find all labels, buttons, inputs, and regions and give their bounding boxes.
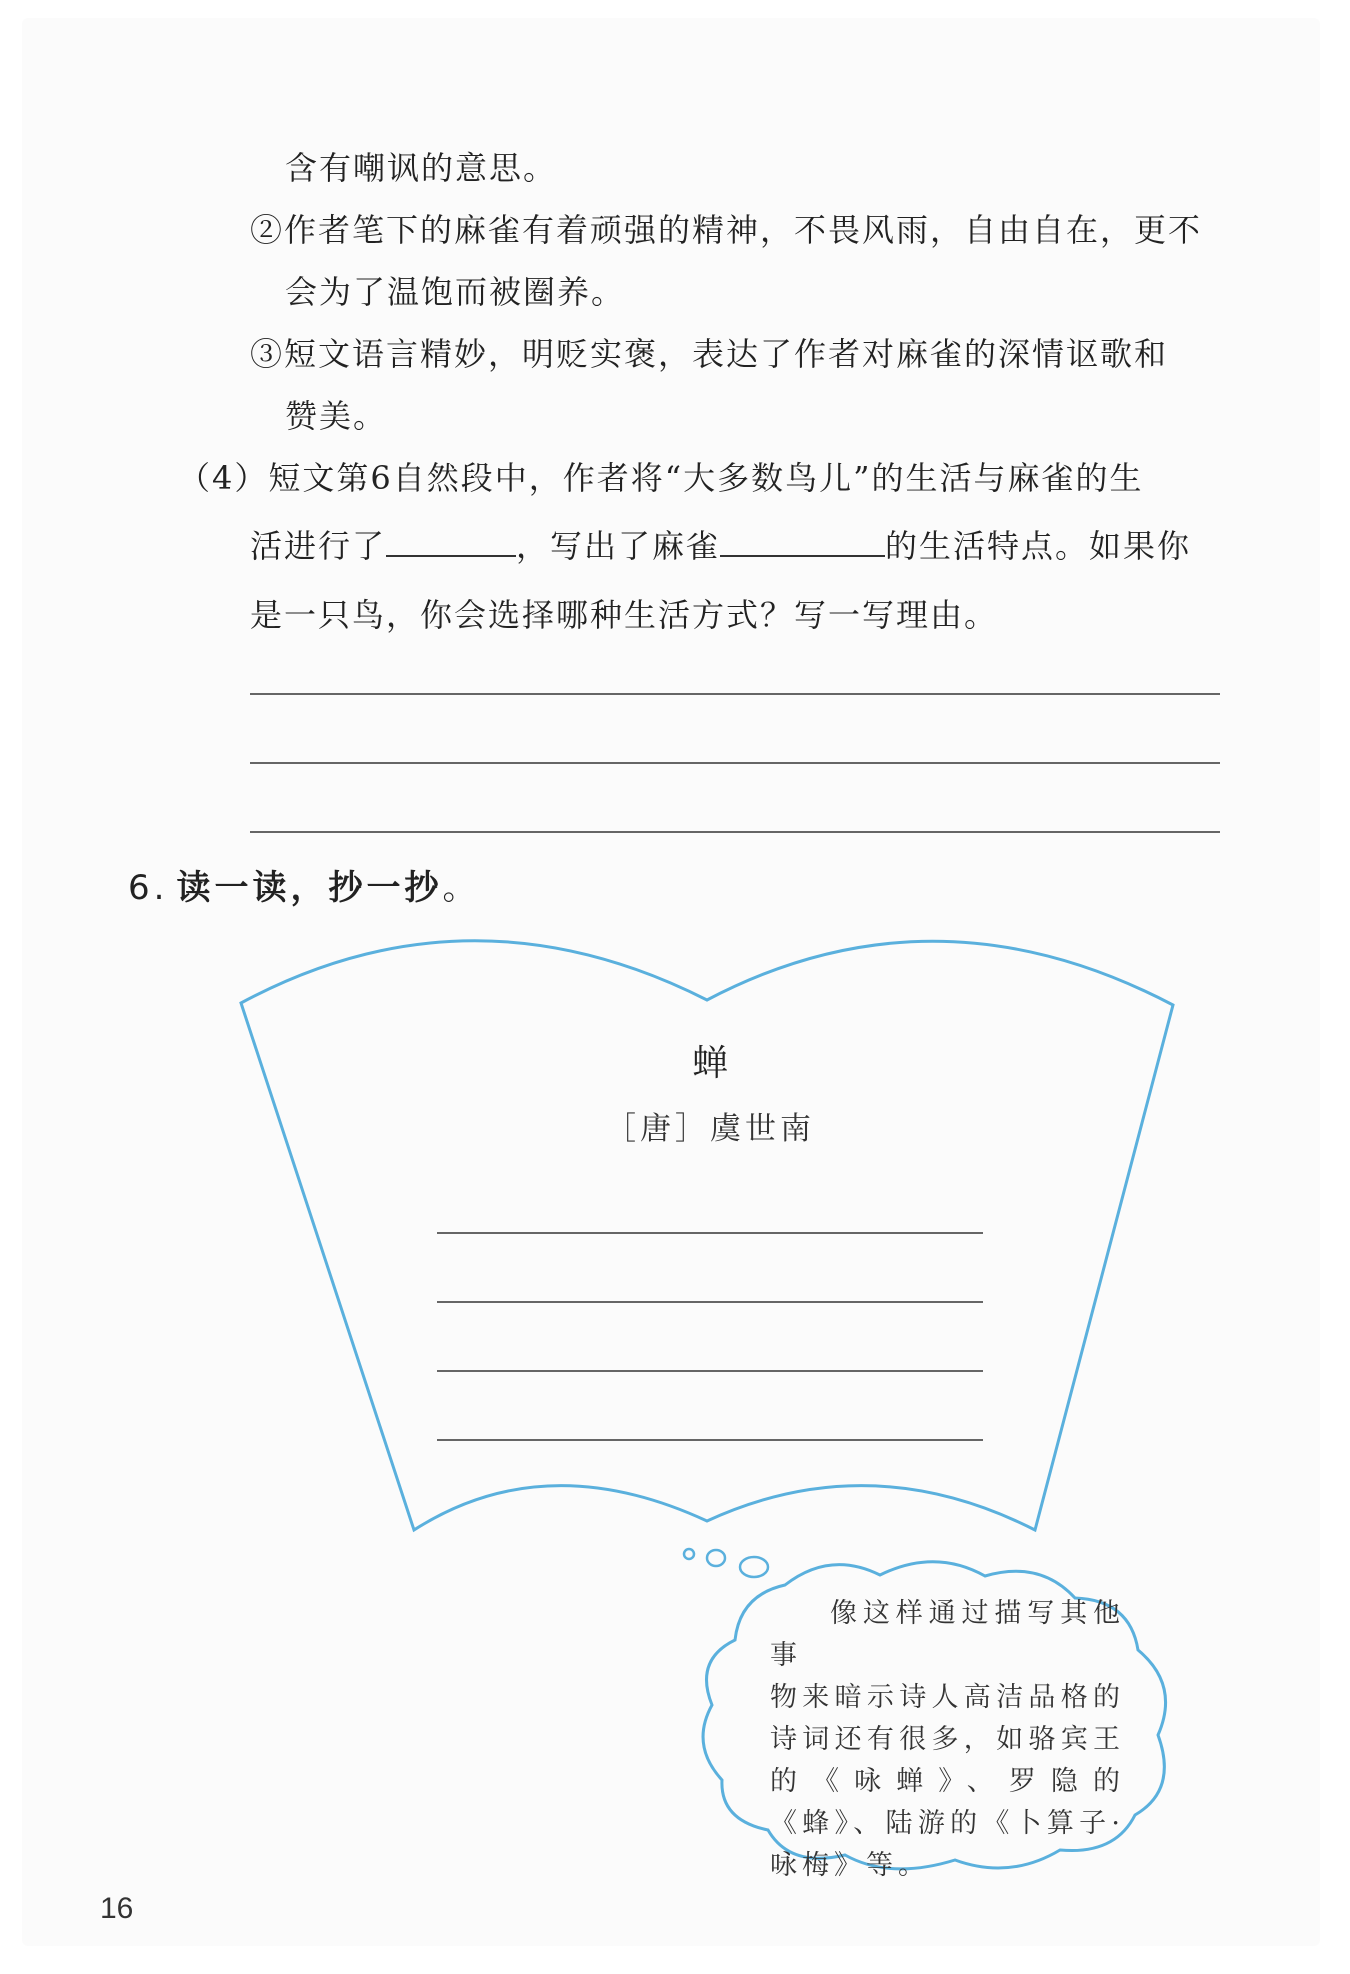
cloud-note-first-line: 像这样通过描写其他事 — [770, 1598, 1125, 1671]
section-6-number: 6. — [128, 868, 169, 908]
cloud-note — [770, 1593, 1125, 1887]
question-4-line-3: 是一只鸟，你会选择哪种生活方式？写一写理由。 — [250, 596, 999, 634]
question-4-text-b: ，写出了麻雀 — [516, 527, 721, 565]
thought-bubble-dot-large — [740, 1557, 768, 1577]
text-line-5: 赞美。 — [285, 397, 388, 435]
page-number: 16 — [100, 1892, 134, 1925]
poem-author: ［唐］虞世南 — [605, 1111, 815, 1147]
section-6-period: 。 — [442, 868, 481, 908]
text-line-2: ②作者笔下的麻雀有着顽强的精神，不畏风雨，自由自在，更不 — [250, 211, 1203, 249]
question-4-line-1: （4）短文第6自然段中，作者将“大多数鸟儿”的生活与麻雀的生 — [178, 459, 1144, 497]
text-line-4: ③短文语言精妙，明贬实褒，表达了作者对麻雀的深情讴歌和 — [250, 335, 1169, 373]
section-6-title: 读一读，抄一抄 — [176, 868, 443, 908]
poem-copy-line-1[interactable] — [437, 1232, 983, 1234]
text-line-3: 会为了温饱而被圈养。 — [285, 273, 626, 311]
question-4-text-a: 活进行了 — [250, 527, 387, 565]
question-4-text-c: 的生活特点。如果你 — [885, 527, 1192, 565]
text-line-1: 含有嘲讽的意思。 — [285, 149, 558, 187]
thought-bubble-dot-medium — [707, 1550, 725, 1566]
poem-copy-line-2[interactable] — [437, 1301, 983, 1303]
poem-copy-line-4[interactable] — [437, 1439, 983, 1441]
thought-bubble-dot-small — [684, 1549, 694, 1559]
cloud-note-rest: 物来暗示诗人高洁品格的诗词还有很多，如骆宾王的《咏蝉》、罗隐的《蜂》、陆游的《卜算子·咏梅》等。 — [770, 1682, 1125, 1881]
poem-title: 蝉 — [691, 1043, 728, 1084]
poem-copy-line-3[interactable] — [437, 1370, 983, 1372]
open-book-frame — [241, 941, 1173, 1530]
